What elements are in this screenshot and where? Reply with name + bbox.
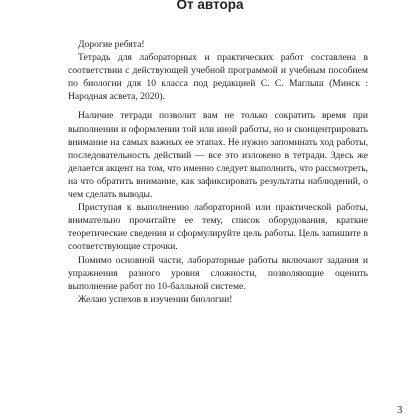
- body-paragraph: Помимо основной части, лабораторные работы включают задания и упражнения разного уровня сложности, позволяющие оценить выполнение работ по 10-балльной системе.: [68, 254, 368, 292]
- body-paragraph: Наличие тетради позволит вам не только сократить время при выполнении и оформлении той или иной работы, но и сконцентрировать внимание на самых важных ее этапах. Не нужно запоминать ход работы, последовательность действий — все это изложено в тетради. Здесь же делается акцент на том, что именно следует выполнить, что рассмотреть, на что обратить внимание, как зафиксировать результаты наблюдений, о чем сделать выводы.: [68, 110, 368, 201]
- body-paragraph: Приступая к выполнению лабораторной или практической работы, внимательно прочитайте ее тему, список оборудования, краткие теоретические сведения и сформулируйте цель работы. Цель запишите в соответствующие строчки.: [68, 202, 368, 253]
- page-title: От автора: [176, 0, 244, 12]
- greeting-paragraph: Дорогие ребята!: [78, 39, 145, 50]
- page-number: 3: [397, 404, 403, 416]
- body-paragraph: Тетрадь для лабораторных и практических работ составлена в соответствии с действующей учебной программой и учебным пособием по биологии для 10 класса под редакцией С. С. Маглыш (Минск : Народная асвета, 2020).: [68, 52, 368, 103]
- body-text: [68, 32, 368, 306]
- closing-paragraph: Желаю успехов в изучении биологии!: [78, 293, 233, 305]
- header-band: [0, 0, 420, 14]
